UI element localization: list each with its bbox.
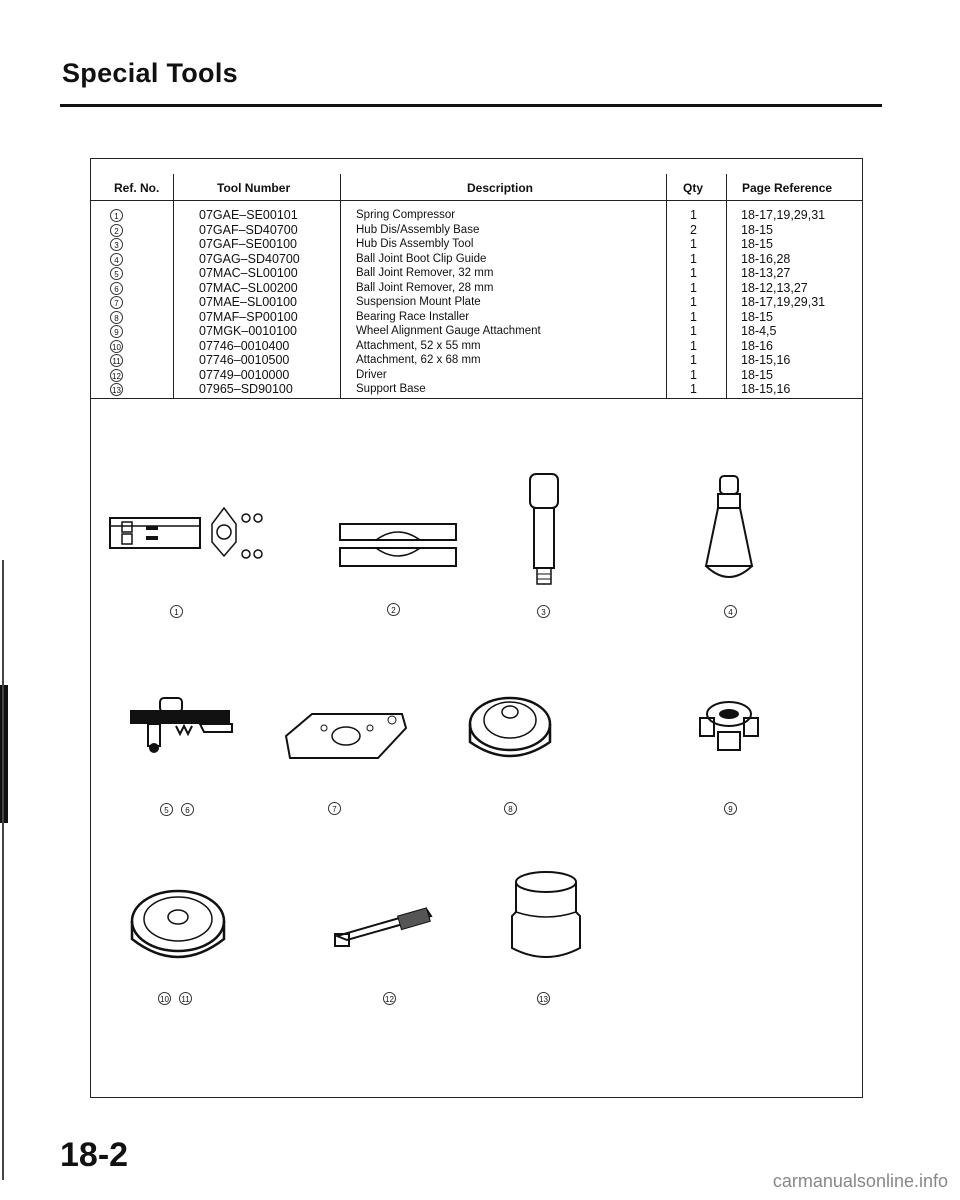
tool-number: 07GAE–SE00101 [199,208,298,222]
ref-number: 1 [110,209,123,222]
column-divider [173,174,174,398]
label-circle: 9 [724,802,737,815]
ref-number: 6 [110,282,123,295]
quantity: 1 [690,367,697,382]
page-reference: 18-16 [741,338,773,353]
quantity: 1 [690,251,697,266]
ref-number: 4 [110,253,123,266]
ref-number: 7 [110,296,123,309]
quantity: 1 [690,382,697,396]
page-title: Special Tools [62,58,238,88]
column-divider [726,174,727,398]
label-circle: 11 [179,992,192,1005]
ref-number: 12 [110,369,123,382]
description: Ball Joint Remover, 32 mm [356,267,494,279]
tool-number: 07746–0010500 [199,353,290,367]
label-circle: 7 [328,802,341,815]
page-reference: 18-15,16 [741,382,791,396]
description: Attachment, 62 x 68 mm [356,354,481,366]
ref-number: 11 [110,354,123,367]
ref-number: 9 [110,325,123,338]
illustration-label-7 [328,802,349,815]
description: Bearing Race Installer [356,310,470,323]
quantity: 1 [690,309,697,324]
label-circle: 13 [537,992,550,1005]
illustration-label-9 [724,802,745,815]
header-page-reference: Page Reference [742,181,833,195]
description-column [356,208,541,397]
ref-column [110,208,123,397]
tool-number: 07MAF–SP00100 [199,309,298,324]
tool-number-column [199,208,300,397]
ref-number: 8 [110,311,123,324]
quantity: 1 [690,324,697,338]
label-circle: 6 [181,803,194,816]
label-circle: 1 [170,605,183,618]
header-ref: Ref. No. [114,181,160,195]
driver-illustration [333,906,443,950]
label-circle: 3 [537,605,550,618]
attachment-illustration [126,885,230,975]
page-reference: 18-15 [741,367,773,382]
ball-joint-remover-illustration [120,692,250,754]
spring-compressor-illustration [108,496,288,578]
hub-tool-illustration [520,470,570,590]
race-installer-illustration [465,690,555,770]
page-reference: 18-15,16 [741,353,791,367]
description: Support Base [356,383,426,395]
gauge-attachment-illustration [694,692,764,758]
quantity: 2 [690,222,697,237]
column-divider [666,174,667,398]
illustration-label-3 [537,605,558,618]
mount-plate-illustration [282,706,412,766]
page-reference: 18-13,27 [741,266,791,280]
description: Ball Joint Remover, 28 mm [356,281,494,294]
header-qty: Qty [683,181,704,195]
label-circle: 8 [504,802,517,815]
header-description: Description [467,181,534,195]
header-tool-number: Tool Number [217,181,291,195]
illustration-label-4 [724,605,745,618]
description: Suspension Mount Plate [356,296,481,308]
tool-number: 07746–0010400 [199,338,290,353]
binding-line [2,560,4,1180]
description: Wheel Alignment Gauge Attachment [356,325,541,337]
quantity: 1 [690,338,697,353]
quantity: 1 [690,208,697,222]
label-circle: 12 [383,992,396,1005]
quantity: 1 [690,266,697,280]
qty-column [690,208,697,397]
support-base-illustration [508,868,584,968]
description: Hub Dis/Assembly Base [356,223,480,236]
page-reference: 18-17,19,29,31 [741,295,826,309]
table-bottom-divider [90,398,863,399]
page-reference: 18-15 [741,222,773,237]
quantity: 1 [690,295,697,309]
quantity: 1 [690,353,697,367]
illustration-label-2 [387,603,408,616]
illustration-label-8 [504,802,525,815]
illustration-label-5-6 [160,803,202,816]
tool-number: 07MAE–SL00100 [199,295,297,309]
description: Driver [356,368,387,381]
watermark: carmanualsonline.info [772,1171,948,1191]
header-divider [90,200,863,201]
page-reference: 18-4,5 [741,324,777,338]
tool-number: 07MAC–SL00100 [199,266,298,280]
tool-number: 07749–0010000 [199,367,290,382]
tool-number: 07MGK–0010100 [199,324,297,338]
title-rule [60,104,882,107]
label-circle: 4 [724,605,737,618]
tool-number: 07965–SD90100 [199,382,293,396]
quantity: 1 [690,237,697,251]
tool-number: 07GAG–SD40700 [199,251,300,266]
description: Ball Joint Boot Clip Guide [356,252,487,265]
illustration-label-12 [383,992,404,1005]
tool-number: 07GAF–SE00100 [199,237,297,251]
description: Spring Compressor [356,209,456,221]
ref-number: 3 [110,238,123,251]
label-circle: 10 [158,992,171,1005]
ref-number: 13 [110,383,123,396]
illustration-label-13 [537,992,558,1005]
page-reference: 18-17,19,29,31 [741,208,826,222]
quantity: 1 [690,280,697,295]
boot-clip-guide-illustration [700,470,760,595]
tool-number: 07GAF–SD40700 [199,222,298,237]
ref-number: 5 [110,267,123,280]
page-reference: 18-15 [741,237,773,251]
ref-number: 2 [110,224,123,237]
illustration-label-1 [170,605,191,618]
description: Hub Dis Assembly Tool [356,238,474,250]
page-reference: 18-16,28 [741,251,791,266]
page-number: 18-2 [60,1136,129,1174]
page-reference: 18-15 [741,309,773,324]
label-circle: 2 [387,603,400,616]
page-reference-column [741,208,825,397]
illustration-label-10-11 [158,992,200,1005]
ref-number: 10 [110,340,123,353]
page-reference: 18-12,13,27 [741,280,808,295]
label-circle: 5 [160,803,173,816]
column-divider [340,174,341,398]
hub-base-illustration [336,518,466,578]
description: Attachment, 52 x 55 mm [356,339,481,352]
tool-number: 07MAC–SL00200 [199,280,298,295]
